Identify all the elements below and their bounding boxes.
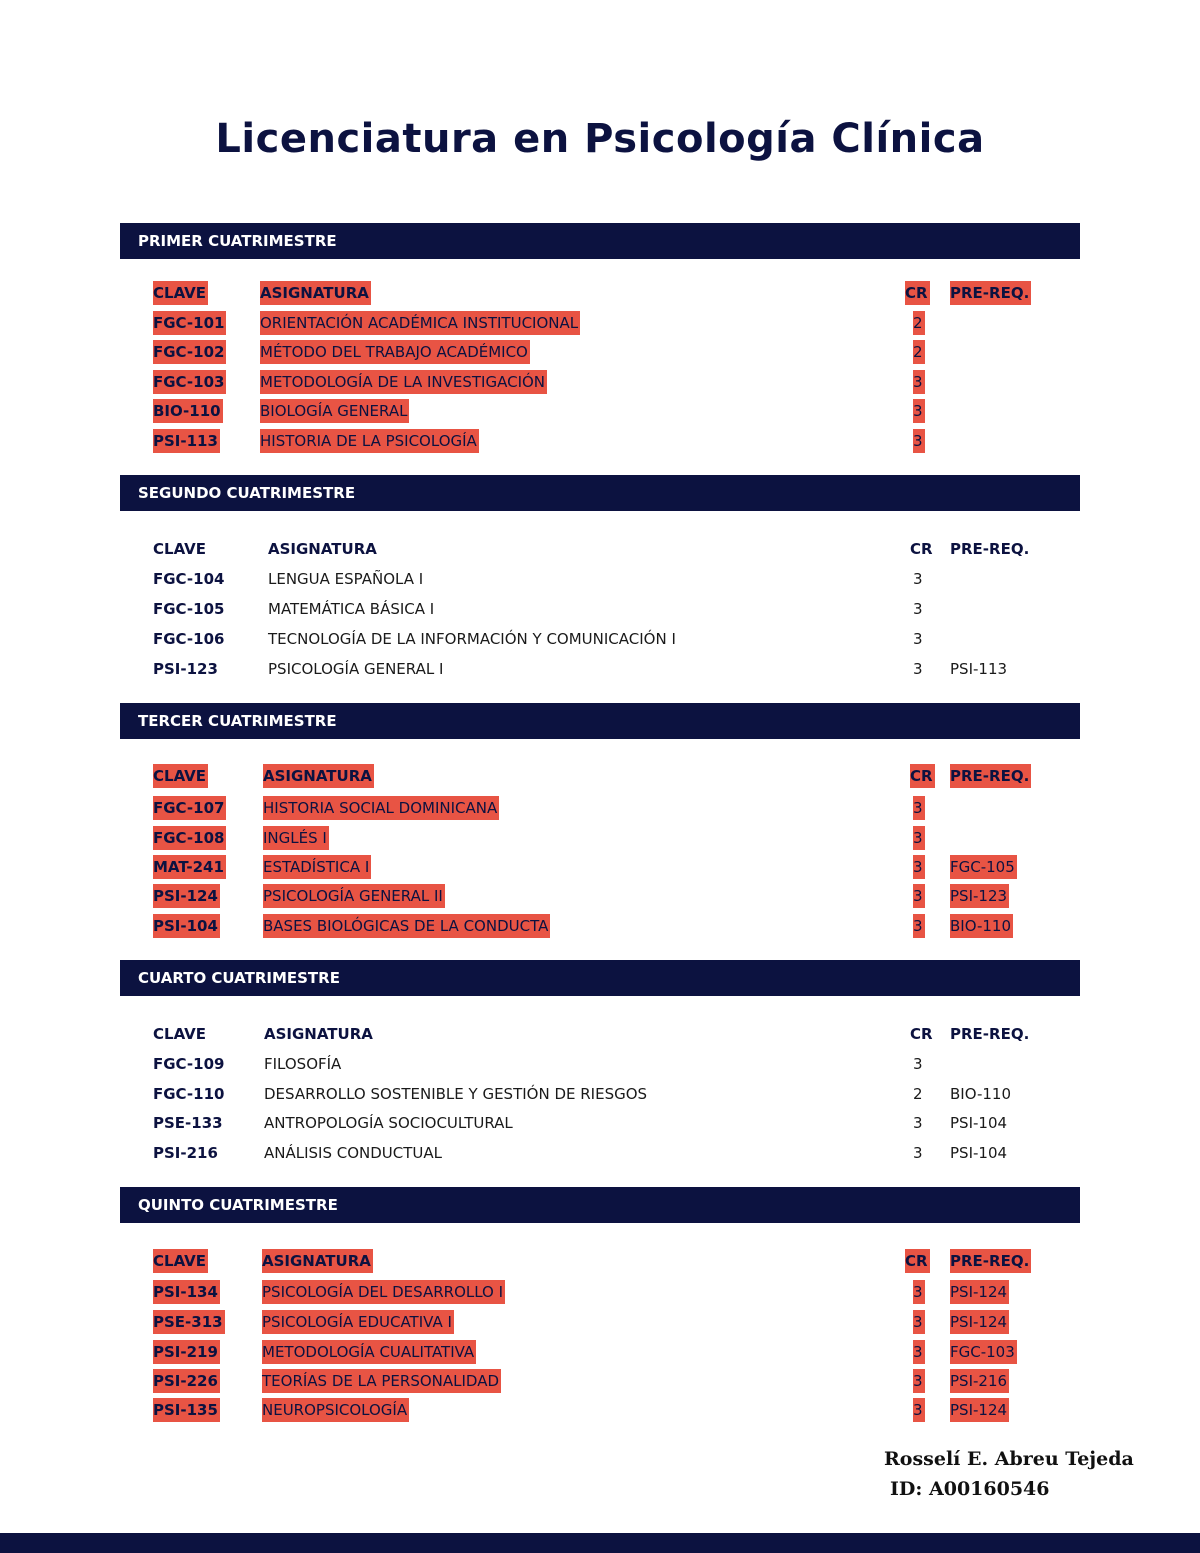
course-credits: 3	[913, 1280, 925, 1304]
course-prereq: PSI-124	[950, 1310, 1009, 1334]
course-row	[0, 855, 1200, 879]
course-row	[0, 1340, 1200, 1364]
course-prereq: PSI-113	[950, 660, 1008, 678]
column-header-asignatura: ASIGNATURA	[260, 281, 371, 305]
course-code: PSI-113	[153, 429, 220, 453]
course-name: TECNOLOGÍA DE LA INFORMACIÓN Y COMUNICACIÓN I	[268, 630, 676, 648]
course-code: PSI-123	[153, 660, 218, 678]
course-row	[0, 627, 1200, 651]
course-credits: 3	[913, 1369, 925, 1393]
course-row	[0, 657, 1200, 681]
course-name: ANÁLISIS CONDUCTUAL	[264, 1144, 443, 1162]
course-credits: 3	[913, 796, 925, 820]
course-credits: 3	[913, 914, 925, 938]
course-code: BIO-110	[153, 399, 223, 423]
course-code: PSI-124	[153, 884, 220, 908]
course-row	[0, 1141, 1200, 1165]
course-row	[0, 914, 1200, 938]
term-header: CUARTO CUATRIMESTRE	[120, 960, 1080, 996]
course-prereq: PSI-124	[950, 1280, 1009, 1304]
column-header-cr: CR	[905, 281, 930, 305]
course-row	[0, 1310, 1200, 1334]
course-code: FGC-109	[153, 1055, 225, 1073]
course-prereq: PSI-123	[950, 884, 1009, 908]
course-row	[0, 1052, 1200, 1076]
course-name: METODOLOGÍA DE LA INVESTIGACIÓN	[260, 370, 547, 394]
course-code: PSI-135	[153, 1398, 220, 1422]
student-id: ID: A00160546	[890, 1478, 1050, 1500]
course-name: PSICOLOGÍA DEL DESARROLLO I	[262, 1280, 505, 1304]
course-row	[0, 429, 1200, 453]
course-row	[0, 796, 1200, 820]
course-prereq: PSI-216	[950, 1369, 1009, 1393]
course-credits: 3	[913, 1055, 923, 1073]
course-prereq: FGC-105	[950, 855, 1017, 879]
course-name: BASES BIOLÓGICAS DE LA CONDUCTA	[263, 914, 550, 938]
column-header-prereq: PRE-REQ.	[950, 1249, 1031, 1273]
course-credits: 3	[913, 1398, 925, 1422]
course-credits: 3	[913, 399, 925, 423]
course-code: PSI-134	[153, 1280, 220, 1304]
course-credits: 3	[913, 660, 923, 678]
course-code: PSI-104	[153, 914, 220, 938]
course-name: BIOLOGÍA GENERAL	[260, 399, 409, 423]
term-header: SEGUNDO CUATRIMESTRE	[120, 475, 1080, 511]
course-code: FGC-107	[153, 796, 226, 820]
column-header-clave: CLAVE	[153, 540, 207, 558]
course-code: PSI-226	[153, 1369, 220, 1393]
course-row	[0, 597, 1200, 621]
course-name: METODOLOGÍA CUALITATIVA	[262, 1340, 476, 1364]
course-name: NEUROPSICOLOGÍA	[262, 1398, 409, 1422]
course-name: HISTORIA DE LA PSICOLOGÍA	[260, 429, 479, 453]
column-header-asignatura: ASIGNATURA	[264, 1025, 373, 1043]
column-header-prereq: PRE-REQ.	[950, 764, 1031, 788]
course-name: PSICOLOGÍA GENERAL I	[268, 660, 444, 678]
course-code: FGC-103	[153, 370, 226, 394]
column-header-cr: CR	[910, 764, 935, 788]
column-header-clave: CLAVE	[153, 1249, 208, 1273]
course-row	[0, 1280, 1200, 1304]
course-prereq: PSI-104	[950, 1144, 1008, 1162]
course-credits: 2	[913, 1085, 923, 1103]
student-name: Rosselí E. Abreu Tejeda	[884, 1448, 1134, 1470]
course-credits: 3	[913, 1144, 923, 1162]
course-row	[0, 826, 1200, 850]
column-header-prereq: PRE-REQ.	[950, 281, 1031, 305]
course-credits: 2	[913, 311, 925, 335]
course-row	[0, 1111, 1200, 1135]
course-code: MAT-241	[153, 855, 226, 879]
course-name: ORIENTACIÓN ACADÉMICA INSTITUCIONAL	[260, 311, 580, 335]
course-prereq: PSI-124	[950, 1398, 1009, 1422]
course-credits: 3	[913, 429, 925, 453]
column-header-asignatura: ASIGNATURA	[262, 1249, 373, 1273]
course-name: ESTADÍSTICA I	[263, 855, 371, 879]
course-prereq: BIO-110	[950, 1085, 1011, 1103]
course-row	[0, 399, 1200, 423]
course-name: MÉTODO DEL TRABAJO ACADÉMICO	[260, 340, 530, 364]
column-header-prereq: PRE-REQ.	[950, 1025, 1030, 1043]
course-credits: 3	[913, 855, 925, 879]
column-header-asignatura: ASIGNATURA	[268, 540, 377, 558]
course-prereq: PSI-104	[950, 1114, 1008, 1132]
course-credits: 3	[913, 826, 925, 850]
column-header-cr: CR	[910, 540, 933, 558]
course-credits: 3	[913, 1310, 925, 1334]
column-headers	[0, 1249, 1200, 1273]
course-code: FGC-105	[153, 600, 225, 618]
course-credits: 3	[913, 630, 923, 648]
course-row	[0, 1369, 1200, 1393]
course-name: DESARROLLO SOSTENIBLE Y GESTIÓN DE RIESGOS	[264, 1085, 648, 1103]
course-row	[0, 884, 1200, 908]
column-header-clave: CLAVE	[153, 1025, 207, 1043]
course-code: PSI-216	[153, 1144, 218, 1162]
column-header-asignatura: ASIGNATURA	[263, 764, 374, 788]
course-credits: 3	[913, 1340, 925, 1364]
course-code: PSE-133	[153, 1114, 223, 1132]
course-name: PSICOLOGÍA GENERAL II	[263, 884, 445, 908]
column-headers	[0, 537, 1200, 561]
course-credits: 2	[913, 340, 925, 364]
term-header: TERCER CUATRIMESTRE	[120, 703, 1080, 739]
course-name: FILOSOFÍA	[264, 1055, 342, 1073]
column-header-clave: CLAVE	[153, 281, 208, 305]
column-headers	[0, 764, 1200, 788]
course-code: FGC-110	[153, 1085, 225, 1103]
course-prereq: BIO-110	[950, 914, 1013, 938]
column-header-cr: CR	[905, 1249, 930, 1273]
column-header-cr: CR	[910, 1025, 933, 1043]
footer-bar	[0, 1533, 1200, 1553]
course-row	[0, 311, 1200, 335]
course-row	[0, 340, 1200, 364]
course-row	[0, 370, 1200, 394]
column-headers	[0, 1022, 1200, 1046]
course-code: PSI-219	[153, 1340, 220, 1364]
course-name: TEORÍAS DE LA PERSONALIDAD	[262, 1369, 501, 1393]
course-name: MATEMÁTICA BÁSICA I	[268, 600, 435, 618]
course-code: PSE-313	[153, 1310, 225, 1334]
course-code: FGC-104	[153, 570, 225, 588]
course-name: PSICOLOGÍA EDUCATIVA I	[262, 1310, 454, 1334]
course-row	[0, 1398, 1200, 1422]
course-name: ANTROPOLOGÍA SOCIOCULTURAL	[264, 1114, 513, 1132]
course-row	[0, 567, 1200, 591]
course-credits: 3	[913, 1114, 923, 1132]
course-credits: 3	[913, 570, 923, 588]
course-code: FGC-102	[153, 340, 226, 364]
term-header: PRIMER CUATRIMESTRE	[120, 223, 1080, 259]
course-code: FGC-101	[153, 311, 226, 335]
column-header-prereq: PRE-REQ.	[950, 540, 1030, 558]
course-name: HISTORIA SOCIAL DOMINICANA	[263, 796, 499, 820]
course-credits: 3	[913, 884, 925, 908]
course-credits: 3	[913, 600, 923, 618]
course-name: INGLÉS I	[263, 826, 329, 850]
course-name: LENGUA ESPAÑOLA I	[268, 570, 424, 588]
course-code: FGC-108	[153, 826, 226, 850]
column-header-clave: CLAVE	[153, 764, 208, 788]
course-credits: 3	[913, 370, 925, 394]
page-title: Licenciatura en Psicología Clínica	[215, 116, 985, 162]
course-code: FGC-106	[153, 630, 225, 648]
term-header: QUINTO CUATRIMESTRE	[120, 1187, 1080, 1223]
column-headers	[0, 281, 1200, 305]
course-prereq: FGC-103	[950, 1340, 1017, 1364]
course-row	[0, 1082, 1200, 1106]
